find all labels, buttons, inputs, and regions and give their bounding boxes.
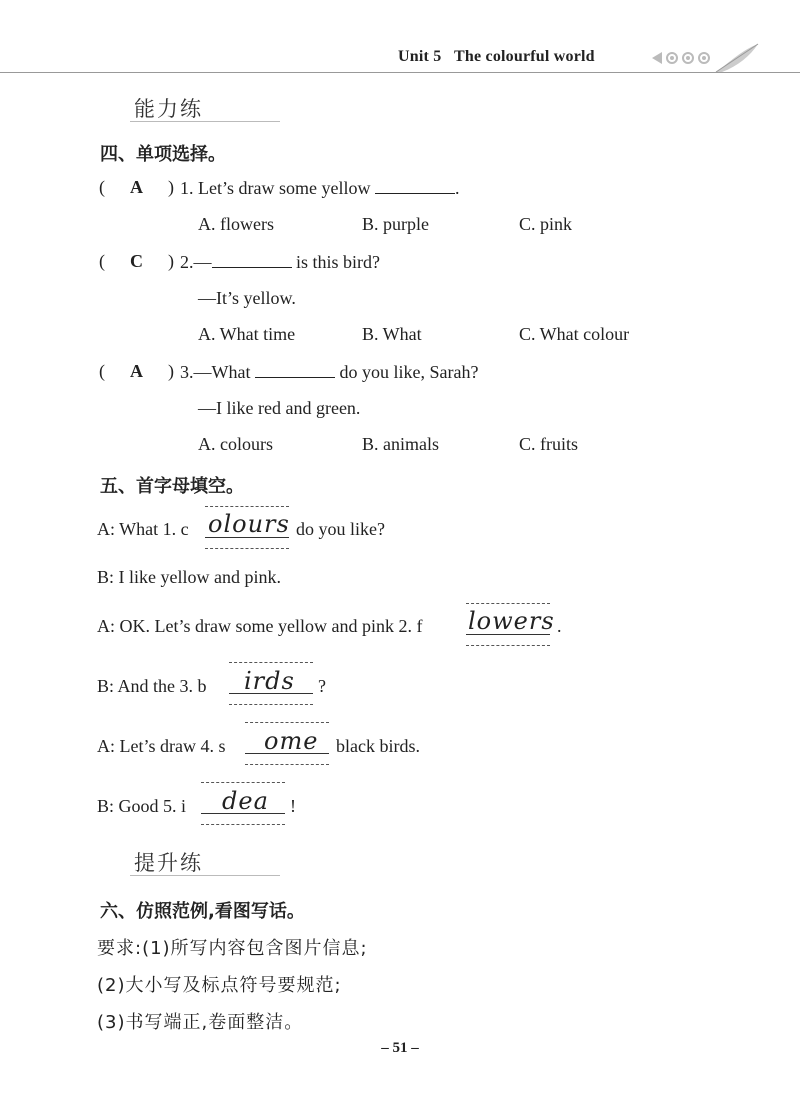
q2-option-b: B. What (362, 324, 422, 344)
q2-question (180, 251, 380, 273)
q3-reply: —I like red and green. (198, 398, 361, 418)
fill-line-4-pre: B: And the 3. b (97, 676, 207, 696)
fill-line-5-pre: A: Let’s draw 4. s (97, 736, 226, 756)
feather-icon (650, 42, 760, 76)
crescent-icon (100, 88, 130, 124)
q3-stem-after: do you like, Sarah? (339, 362, 479, 382)
q3-option-b: B. animals (362, 434, 439, 454)
guide-line (245, 722, 329, 723)
header-divider (0, 72, 800, 73)
q2-reply: —It’s yellow. (198, 288, 296, 308)
handwritten-answer-2: lowers (468, 607, 555, 635)
q2-dash: — (193, 252, 212, 272)
handwritten-answer-3: irds (244, 667, 295, 695)
part5-heading: 五、首字母填空。 (100, 476, 244, 497)
handwritten-answer-5: dea (222, 787, 269, 815)
guide-line (205, 506, 289, 507)
q3-number: 3. (180, 362, 194, 382)
fill-line-5-post: black birds. (336, 736, 420, 756)
q3-question (180, 361, 478, 383)
banner-underline (130, 875, 280, 876)
fill-line-3-post: . (557, 616, 562, 636)
q2-blank (212, 251, 292, 268)
q1-question (180, 177, 459, 199)
fill-line-6-pre: B: Good 5. i (97, 796, 187, 816)
handwritten-answer-4: ome (264, 727, 319, 755)
q2-number: 2. (180, 252, 194, 272)
unit-label: Unit 5 (398, 48, 442, 65)
q3-paren-close: ) (168, 361, 174, 381)
header-title (398, 48, 595, 66)
q1-paren-close: ) (168, 177, 174, 197)
page-number: – 51 – (381, 1040, 419, 1056)
q3-option-c: C. fruits (519, 434, 579, 454)
q3-blank (255, 361, 335, 378)
q1-paren-open: ( (99, 177, 105, 197)
q1-blank (375, 177, 455, 194)
q3-paren-open: ( (99, 361, 105, 381)
q1-end: . (454, 178, 460, 198)
q1-answer: A (130, 177, 143, 197)
crescent-icon (100, 842, 130, 878)
q2-stem: is this bird? (296, 252, 380, 272)
q1-option-b: B. purple (362, 214, 429, 234)
q2-paren-open: ( (99, 251, 105, 271)
fill-line-1-pre: A: What 1. c (97, 519, 189, 539)
q2-answer: C (130, 251, 143, 271)
q3-answer: A (130, 361, 143, 381)
handwritten-answer-1: olours (208, 510, 290, 538)
fill-line-1-post: do you like? (296, 519, 385, 539)
section-label: 能力练 (134, 97, 203, 121)
guide-line (466, 645, 550, 646)
requirement-3: (3)书写端正,卷面整洁。 (97, 1012, 304, 1033)
fill-line-6-post: ! (290, 796, 296, 816)
q3-option-a: A. colours (198, 434, 273, 454)
unit-title: The colourful world (454, 48, 595, 65)
part6-heading: 六、仿照范例,看图写话。 (100, 901, 305, 922)
part4-heading: 四、单项选择。 (100, 144, 226, 165)
q1-option-c: C. pink (519, 214, 573, 234)
section-banner-advanced (100, 842, 280, 882)
guide-line (245, 764, 329, 765)
banner-underline (130, 121, 280, 122)
requirement-1: 要求:(1)所写内容包含图片信息; (97, 938, 368, 959)
guide-line (229, 662, 313, 663)
section-banner-practice (100, 88, 280, 128)
guide-line (205, 548, 289, 549)
q2-option-a: A. What time (198, 324, 296, 344)
q1-stem: Let’s draw some yellow (198, 178, 371, 198)
guide-line (466, 603, 550, 604)
section-label: 提升练 (134, 851, 203, 875)
guide-line (229, 704, 313, 705)
q2-option-c: C. What colour (519, 324, 630, 344)
q1-option-a: A. flowers (198, 214, 274, 234)
q3-stem-before: —What (193, 362, 251, 382)
guide-line (201, 824, 285, 825)
fill-line-2: B: I like yellow and pink. (97, 567, 281, 587)
q2-paren-close: ) (168, 251, 174, 271)
requirement-2: (2)大小写及标点符号要规范; (97, 975, 342, 996)
q1-number: 1. (180, 178, 194, 198)
fill-line-4-post: ? (318, 676, 326, 696)
guide-line (201, 782, 285, 783)
fill-line-3-pre: A: OK. Let’s draw some yellow and pink 2. f (97, 616, 423, 636)
